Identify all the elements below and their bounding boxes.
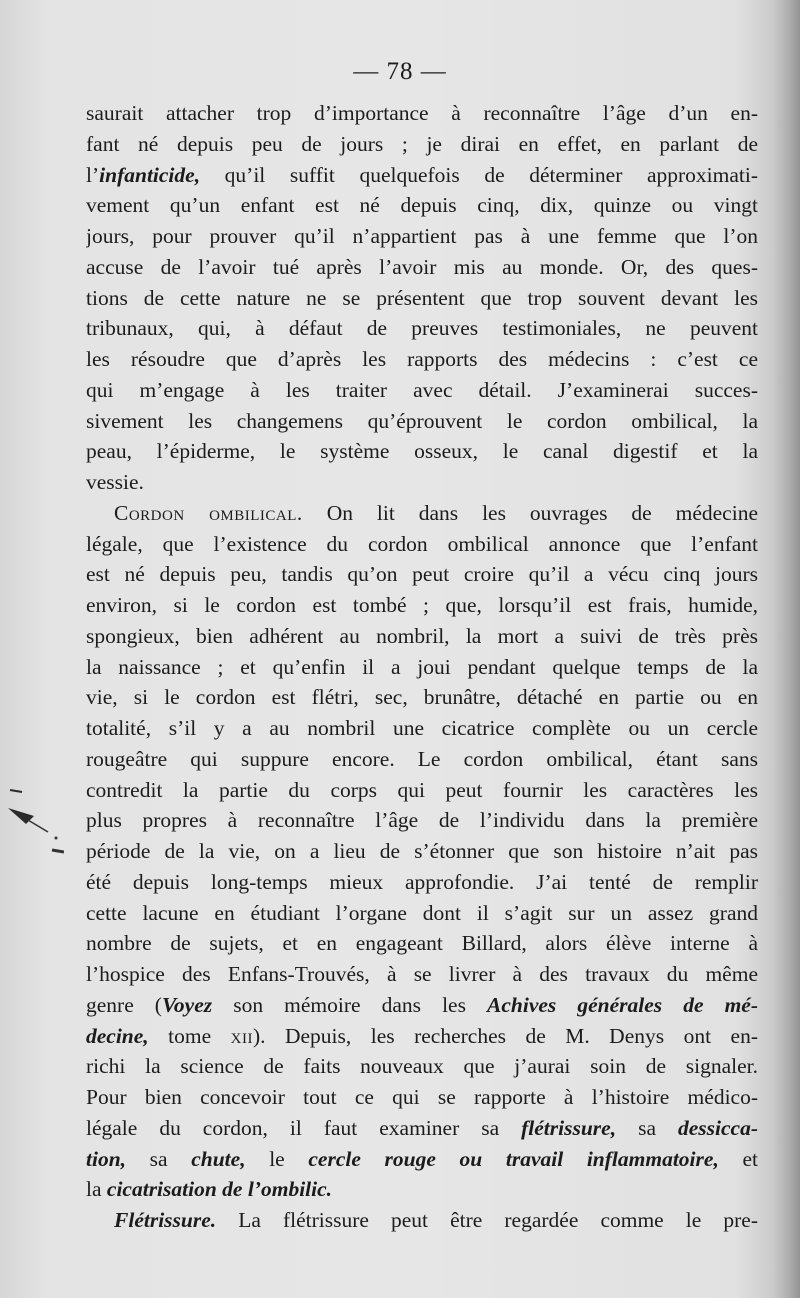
italic-text: Flétrissure. xyxy=(114,1208,217,1232)
text-line xyxy=(86,898,758,929)
text-line xyxy=(86,775,758,806)
italic-text: chute, xyxy=(191,1146,246,1171)
text-segment: sivement les changemens qu’éprouvent le cordon ombilical, la xyxy=(86,408,758,433)
page-spine-shadow xyxy=(772,0,800,1298)
text-line xyxy=(86,160,758,191)
text-segment: ). Depuis, les recherches de M. Denys ont en- xyxy=(252,1023,758,1048)
text-line xyxy=(86,1174,758,1205)
text-line xyxy=(86,867,758,898)
text-segment: rougeâtre qui suppure encore. Le cordon ombilical, étant sans xyxy=(86,746,758,771)
text-line xyxy=(86,959,758,990)
text-line xyxy=(86,129,758,160)
text-segment: légale, que l’existence du cordon ombilical annonce que l’enfant xyxy=(86,531,758,556)
text-segment: genre ( xyxy=(86,992,162,1017)
text-segment: qui m’engage à les traiter avec détail. J’examinerai succes- xyxy=(86,377,758,402)
text-line xyxy=(86,559,758,590)
text-line xyxy=(86,375,758,406)
italic-text: Achives générales de mé- xyxy=(487,992,758,1017)
text-segment: période de la vie, on a lieu de s’étonner que son histoire n’ait pas xyxy=(86,839,758,863)
text-segment: vessie. xyxy=(86,470,144,494)
text-line xyxy=(86,252,758,283)
text-line xyxy=(86,436,758,467)
text-line xyxy=(86,682,758,713)
italic-text: dessicca- xyxy=(678,1115,758,1140)
text-line xyxy=(86,805,758,836)
italic-text: tion, xyxy=(86,1146,127,1171)
text-segment: totalité, s’il y a au nombril une cicatrice complète ou un cercle xyxy=(86,716,758,740)
text-line xyxy=(86,652,758,683)
italic-text: cercle rouge ou travail inflammatoire, xyxy=(308,1146,719,1171)
text-line xyxy=(86,283,758,314)
text-segment: la naissance ; et qu’enfin il a joui pendant quelque temps de la xyxy=(86,654,758,679)
text-segment: vement qu’un enfant est né depuis cinq, dix, quinze ou vingt xyxy=(86,193,758,218)
text-line xyxy=(86,744,758,775)
text-line xyxy=(86,928,758,959)
text-line xyxy=(86,590,758,621)
text-segment: le xyxy=(245,1146,309,1171)
text-segment: et xyxy=(718,1146,758,1171)
text-line xyxy=(86,1144,758,1175)
text-line xyxy=(86,990,758,1021)
text-segment: fant né depuis peu de jours ; je dirai en effet, en parlant de xyxy=(86,131,758,156)
text-segment: tions de cette nature ne se présentent que trop souvent devant les xyxy=(86,285,758,310)
text-line xyxy=(86,467,758,498)
text-line xyxy=(86,344,758,375)
text-line xyxy=(86,1205,758,1236)
text-segment: On lit dans les ouvrages de médecine xyxy=(302,500,758,525)
text-line xyxy=(86,98,758,129)
italic-text: flétrissure, xyxy=(521,1115,617,1140)
text-line xyxy=(86,498,758,529)
text-segment: jours, pour prouver qu’il n’appartient pas à une femme que l’on xyxy=(86,224,758,248)
text-segment: plus propres à reconnaître l’âge de l’individu dans la première xyxy=(86,808,758,833)
text-line xyxy=(86,713,758,744)
text-segment: cette lacune en étudiant l’organe dont il s’agit sur un assez grand xyxy=(86,900,758,925)
text-line xyxy=(86,836,758,867)
text-segment: saurait attacher trop d’importance à reconnaître l’âge d’un en- xyxy=(86,101,758,125)
italic-text: Voyez xyxy=(161,992,213,1017)
body-text xyxy=(86,98,758,1236)
text-line xyxy=(86,1082,758,1113)
text-segment: contredit la partie du corps qui peut fournir les caractères les xyxy=(86,777,758,802)
text-segment: son mémoire dans les xyxy=(212,992,488,1017)
text-line xyxy=(86,1021,758,1052)
text-segment: la xyxy=(86,1177,107,1202)
small-caps-text: Cordon ombilical. xyxy=(114,500,303,525)
text-line xyxy=(86,621,758,652)
text-segment: vie, si le cordon est flétri, sec, brunâtre, détaché en partie ou en xyxy=(86,685,758,710)
page-number-header: — 78 — xyxy=(353,58,447,85)
small-caps-text: xii xyxy=(230,1023,253,1048)
text-line xyxy=(86,221,758,252)
text-segment: tribunaux, qui, à défaut de preuves testimoniales, ne peuvent xyxy=(86,316,758,341)
text-line xyxy=(86,190,758,221)
text-segment: nombre de sujets, et en engageant Billard, alors élève interne à xyxy=(86,931,758,956)
text-segment: accuse de l’avoir tué après l’avoir mis au monde. Or, des ques- xyxy=(86,254,758,279)
text-segment: La flétrissure peut être regardée comme le pre- xyxy=(216,1208,758,1232)
text-segment: environ, si le cordon est tombé ; que, lorsqu’il est frais, humide, xyxy=(86,593,758,617)
text-segment: les résoudre que d’après les rapports des médecins : c’est ce xyxy=(86,347,758,371)
text-segment: légale du cordon, il faut examiner sa xyxy=(86,1115,522,1140)
italic-text: decine, xyxy=(86,1023,149,1048)
text-segment: été depuis long-temps mieux approfondie. J’ai tenté de remplir xyxy=(86,869,758,894)
text-segment: tome xyxy=(148,1023,231,1048)
text-segment: l’ xyxy=(86,162,100,187)
italic-text: infanticide, xyxy=(99,162,201,187)
text-line xyxy=(86,406,758,437)
text-segment: richi la science de faits nouveaux que j’aurai soin de signaler. xyxy=(86,1054,758,1079)
ink-mark-icon xyxy=(4,780,64,870)
text-segment: spongieux, bien adhérent au nombril, la mort a suivi de très près xyxy=(86,623,758,648)
text-segment: sa xyxy=(616,1115,678,1140)
text-line xyxy=(86,529,758,560)
text-line xyxy=(86,1051,758,1082)
italic-text: cicatrisation de l’ombilic. xyxy=(106,1177,333,1202)
text-segment: l’hospice des Enfans-Trouvés, à se livrer à des travaux du même xyxy=(86,962,758,986)
text-segment: peau, l’épiderme, le système osseux, le canal digestif et la xyxy=(86,439,758,464)
text-line xyxy=(86,313,758,344)
text-segment: Pour bien concevoir tout ce qui se rapporte à l’histoire médico- xyxy=(86,1085,758,1109)
text-segment: est né depuis peu, tandis qu’on peut croire qu’il a vécu cinq jours xyxy=(86,562,758,587)
text-line xyxy=(86,1113,758,1144)
text-segment: sa xyxy=(126,1146,192,1171)
text-segment: qu’il suffit quelquefois de déterminer approximati- xyxy=(200,162,758,187)
